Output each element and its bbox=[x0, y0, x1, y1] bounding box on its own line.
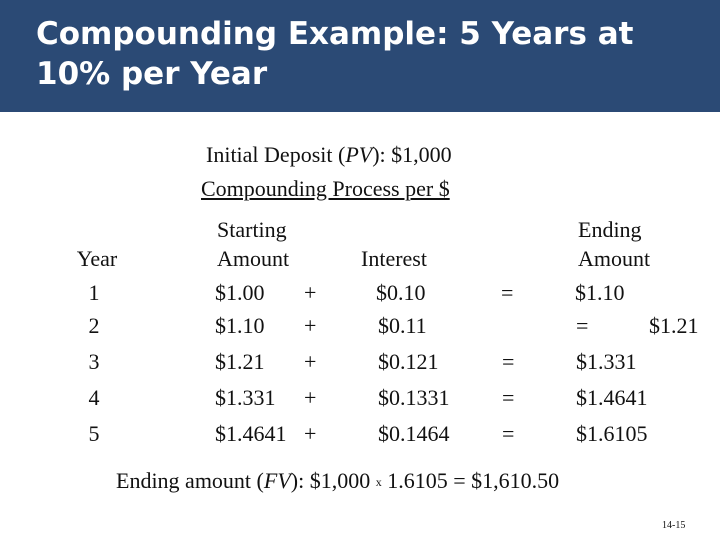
title-bar bbox=[0, 0, 720, 112]
table-row-end: $1.331 bbox=[576, 349, 637, 374]
table-row-start: $1.10 bbox=[215, 313, 265, 338]
table-row-plus: + bbox=[304, 313, 317, 338]
fv-variable: FV bbox=[263, 468, 291, 493]
table-row-interest: $0.121 bbox=[378, 349, 439, 374]
table-row-plus: + bbox=[304, 421, 317, 446]
table-row-start: $1.00 bbox=[215, 280, 265, 305]
table-row-year: 4 bbox=[88, 385, 100, 410]
table-row-equals: = bbox=[502, 421, 515, 446]
ending-formula-middle: ): $1,000 bbox=[290, 468, 371, 493]
table-row-start: $1.331 bbox=[215, 385, 276, 410]
slide-number: 14-15 bbox=[662, 520, 686, 531]
header-ending-line2: Amount bbox=[578, 246, 651, 271]
header-starting-line2: Amount bbox=[217, 246, 290, 271]
table-row-interest: $0.1331 bbox=[378, 385, 450, 410]
table-row-plus: + bbox=[304, 385, 317, 410]
table-row-year: 5 bbox=[88, 421, 100, 446]
pv-variable: PV bbox=[345, 142, 373, 167]
table-row-interest: $0.11 bbox=[378, 313, 427, 338]
table-row-equals: = bbox=[501, 280, 514, 305]
ending-amount-formula bbox=[116, 468, 559, 495]
compounding-process-heading: Compounding Process per $ bbox=[201, 176, 450, 201]
header-ending-line1: Ending bbox=[578, 217, 642, 242]
table-row-interest: $0.1464 bbox=[378, 421, 450, 446]
table-row-end: $1.21 bbox=[649, 313, 699, 338]
table-row-year: 1 bbox=[88, 280, 100, 305]
initial-deposit-line bbox=[206, 142, 452, 168]
table-row-end: $1.4641 bbox=[576, 385, 648, 410]
table-row-plus: + bbox=[304, 280, 317, 305]
table-row-end: $1.6105 bbox=[576, 421, 648, 446]
initial-deposit-value: $1,000 bbox=[391, 142, 452, 167]
ending-formula-suffix: 1.6105 = $1,610.50 bbox=[387, 468, 560, 493]
table-row-year: 2 bbox=[88, 313, 100, 338]
table-row-equals: = bbox=[576, 313, 589, 338]
table-row-plus: + bbox=[304, 349, 317, 374]
ending-formula-prefix: Ending amount ( bbox=[116, 468, 264, 493]
initial-deposit-label: Initial Deposit ( bbox=[206, 142, 346, 167]
table-row-start: $1.21 bbox=[215, 349, 265, 374]
multiply-sign: x bbox=[375, 475, 382, 489]
table-row-end: $1.10 bbox=[575, 280, 625, 305]
slide-title: Compounding Example: 5 Years at 10% per Year bbox=[36, 16, 634, 92]
header-interest: Interest bbox=[361, 246, 427, 271]
table-row-equals: = bbox=[502, 385, 515, 410]
header-starting-line1: Starting bbox=[217, 217, 287, 242]
table-row-equals: = bbox=[502, 349, 515, 374]
initial-deposit-close: ): bbox=[372, 142, 386, 167]
table-row-year: 3 bbox=[88, 349, 100, 374]
header-year: Year bbox=[76, 246, 118, 271]
table-row-interest: $0.10 bbox=[376, 280, 426, 305]
table-row-start: $1.4641 bbox=[215, 421, 287, 446]
